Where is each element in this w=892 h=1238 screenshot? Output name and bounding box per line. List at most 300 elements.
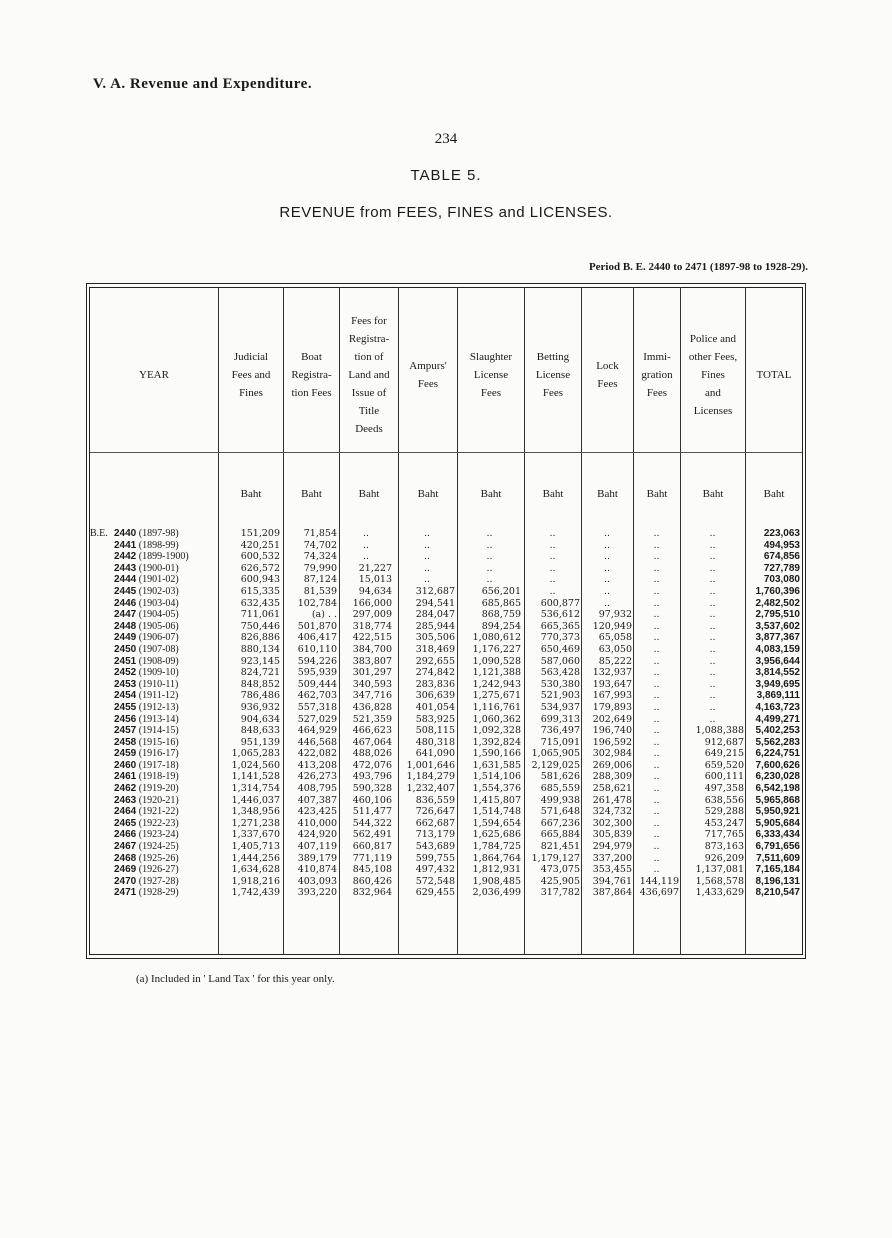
betting-cell: 534,937 bbox=[540, 701, 580, 713]
judicial-cell: 1,024,560 bbox=[231, 759, 280, 771]
immigration-cell: .. bbox=[653, 551, 660, 563]
police-cell: .. bbox=[709, 667, 716, 679]
be-year: 2471 bbox=[114, 887, 137, 899]
betting-cell: .. bbox=[549, 539, 556, 551]
total-cell: 5,965,868 bbox=[755, 794, 800, 806]
ce-year: (1898-99) bbox=[136, 539, 179, 551]
ampurs-cell: 599,755 bbox=[415, 852, 455, 864]
year-cell bbox=[90, 771, 218, 783]
ce-year: (1899-1900) bbox=[136, 551, 189, 563]
immigration-cell: .. bbox=[653, 852, 660, 864]
slaughter-cell: 685,865 bbox=[481, 597, 521, 609]
judicial-cell: 848,852 bbox=[240, 678, 280, 690]
ampurs-cell: .. bbox=[423, 528, 431, 539]
header-boat: Boat Registra- tion Fees bbox=[291, 351, 332, 399]
total-cell: 6,224,751 bbox=[755, 748, 800, 760]
slaughter-cell: 1,554,376 bbox=[472, 783, 521, 795]
land-cell: 301,297 bbox=[352, 667, 392, 679]
be-year: 2469 bbox=[114, 864, 137, 876]
land-cell: 590,328 bbox=[352, 783, 392, 795]
judicial-cell: 626,572 bbox=[240, 562, 280, 574]
total-cell: 494,953 bbox=[763, 539, 800, 551]
lock-cell: 63,050 bbox=[598, 643, 632, 655]
betting-cell: 821,451 bbox=[540, 841, 580, 853]
lock-cell: 353,455 bbox=[592, 864, 632, 876]
slaughter-cell: .. bbox=[486, 562, 493, 574]
total-cell: 5,562,283 bbox=[755, 736, 800, 748]
ce-year: (1908-09) bbox=[136, 655, 179, 667]
footnote: (a) Included in ' Land Tax ' for this year only. bbox=[136, 973, 335, 985]
police-cell: .. bbox=[709, 713, 716, 725]
immigration-cell: .. bbox=[653, 806, 660, 818]
lock-cell: 179,893 bbox=[592, 701, 632, 713]
header-year: YEAR bbox=[139, 369, 169, 381]
immigration-cell: .. bbox=[653, 539, 660, 551]
lock-cell: 305,839 bbox=[592, 829, 632, 841]
year-cell bbox=[90, 667, 218, 679]
land-cell: .. bbox=[362, 528, 370, 539]
lock-cell: 337,200 bbox=[592, 852, 632, 864]
be-year: 2449 bbox=[114, 632, 137, 644]
police-cell: .. bbox=[709, 585, 716, 597]
year-cell bbox=[90, 795, 218, 807]
ce-year: (1901-02) bbox=[136, 574, 179, 586]
police-cell: 638,556 bbox=[704, 794, 744, 806]
immigration-cell: .. bbox=[653, 736, 660, 748]
police-cell: .. bbox=[709, 701, 716, 713]
police-cell: .. bbox=[709, 528, 716, 539]
judicial-cell: 951,139 bbox=[240, 736, 280, 748]
table-subtitle: REVENUE from FEES, FINES and LICENSES. bbox=[279, 204, 613, 221]
judicial-cell: 1,405,713 bbox=[231, 841, 280, 853]
lock-cell: 193,647 bbox=[592, 678, 632, 690]
boat-cell: 413,208 bbox=[297, 759, 337, 771]
lock-cell: .. bbox=[603, 585, 611, 597]
be-year: 2451 bbox=[114, 655, 137, 667]
betting-cell: 600,877 bbox=[540, 597, 580, 609]
police-cell: 529,288 bbox=[704, 806, 744, 818]
year-cell bbox=[90, 528, 218, 540]
betting-cell: .. bbox=[549, 585, 556, 597]
lock-cell: 324,732 bbox=[592, 806, 632, 818]
land-cell: 562,491 bbox=[352, 829, 392, 841]
police-cell: 649,215 bbox=[704, 748, 744, 760]
police-cell: .. bbox=[709, 690, 716, 702]
land-cell: 467,064 bbox=[352, 736, 392, 748]
be-year: 2441 bbox=[114, 539, 137, 551]
lock-cell: 258,621 bbox=[592, 783, 632, 795]
immigration-cell: .. bbox=[653, 667, 660, 679]
ampurs-cell: 543,689 bbox=[415, 841, 455, 853]
betting-column bbox=[525, 528, 580, 899]
slaughter-cell: 1,594,654 bbox=[472, 817, 521, 829]
land-cell: 493,796 bbox=[352, 771, 392, 783]
immigration-cell: .. bbox=[653, 562, 660, 574]
immigration-cell: .. bbox=[653, 771, 660, 783]
be-year: 2460 bbox=[114, 759, 137, 771]
year-cell bbox=[90, 574, 218, 586]
land-column bbox=[340, 528, 392, 899]
slaughter-cell: 1,092,328 bbox=[472, 725, 521, 737]
header-police: Police and other Fees, Fines and Licenses bbox=[688, 333, 738, 417]
land-cell: 472,076 bbox=[352, 759, 392, 771]
ce-year: (1915-16) bbox=[136, 736, 179, 748]
lock-cell: 167,993 bbox=[592, 690, 632, 702]
boat-cell: 81,539 bbox=[303, 585, 337, 597]
judicial-cell: 1,918,216 bbox=[231, 875, 280, 887]
header-lock: Lock Fees bbox=[596, 360, 619, 390]
total-cell: 6,230,028 bbox=[755, 771, 800, 783]
boat-cell: 410,000 bbox=[297, 817, 337, 829]
year-cell bbox=[90, 656, 218, 668]
unit-label: Baht bbox=[542, 488, 564, 500]
unit-label: Baht bbox=[240, 488, 262, 500]
betting-cell: 715,091 bbox=[540, 736, 580, 748]
land-cell: 318,774 bbox=[352, 620, 392, 632]
immigration-cell: .. bbox=[653, 829, 660, 841]
immigration-cell: 436,697 bbox=[639, 887, 679, 899]
boat-cell: 87,124 bbox=[303, 574, 337, 586]
boat-cell: 462,703 bbox=[297, 690, 337, 702]
year-cell bbox=[90, 864, 218, 876]
boat-cell: 74,702 bbox=[303, 539, 337, 551]
unit-label: Baht bbox=[702, 488, 724, 500]
judicial-cell: 1,065,283 bbox=[231, 748, 280, 760]
immigration-cell: .. bbox=[653, 748, 660, 760]
total-cell: 223,063 bbox=[763, 528, 800, 539]
betting-cell: 736,497 bbox=[540, 725, 580, 737]
total-cell: 7,600,626 bbox=[755, 759, 800, 771]
be-year: 2467 bbox=[114, 841, 137, 853]
year-cell bbox=[90, 806, 218, 818]
ce-year: (1927-28) bbox=[136, 875, 179, 887]
be-year: 2447 bbox=[114, 609, 137, 621]
be-year: 2440 bbox=[114, 528, 137, 539]
be-year: 2464 bbox=[114, 806, 137, 818]
betting-cell: 317,782 bbox=[540, 887, 580, 899]
slaughter-cell: 894,254 bbox=[481, 620, 521, 632]
lock-column bbox=[582, 528, 632, 899]
land-cell: 488,026 bbox=[352, 748, 392, 760]
ce-year: (1917-18) bbox=[136, 759, 179, 771]
ce-year: (1925-26) bbox=[136, 852, 179, 864]
ampurs-cell: 713,179 bbox=[415, 829, 455, 841]
total-cell: 3,877,367 bbox=[755, 632, 800, 644]
police-cell: 1,568,578 bbox=[695, 875, 744, 887]
immigration-cell: .. bbox=[653, 597, 660, 609]
betting-cell: 499,938 bbox=[540, 794, 580, 806]
lock-cell: 288,309 bbox=[592, 771, 632, 783]
lock-cell: 85,222 bbox=[598, 655, 632, 667]
total-cell: 4,163,723 bbox=[755, 701, 800, 713]
betting-cell: 1,065,905 bbox=[531, 748, 580, 760]
betting-cell: 699,313 bbox=[540, 713, 580, 725]
total-cell: 2,482,502 bbox=[755, 597, 800, 609]
betting-cell: 1,179,127 bbox=[531, 852, 580, 864]
lock-cell: 269,006 bbox=[592, 759, 632, 771]
ce-year: (1922-23) bbox=[136, 817, 179, 829]
year-cell bbox=[90, 632, 218, 644]
slaughter-cell: 1,415,807 bbox=[472, 794, 521, 806]
total-cell: 4,499,271 bbox=[755, 713, 800, 725]
police-cell: 453,247 bbox=[704, 817, 744, 829]
land-cell: 15,013 bbox=[358, 574, 392, 586]
land-cell: .. bbox=[362, 551, 370, 563]
slaughter-cell: 1,275,671 bbox=[472, 690, 521, 702]
land-cell: 21,227 bbox=[358, 562, 392, 574]
year-cell bbox=[90, 621, 218, 633]
be-year: 2454 bbox=[114, 690, 137, 702]
total-cell: 5,402,253 bbox=[755, 725, 800, 737]
judicial-cell: 1,271,238 bbox=[231, 817, 280, 829]
police-cell: 1,088,388 bbox=[695, 725, 744, 737]
judicial-cell: 632,435 bbox=[240, 597, 280, 609]
judicial-cell: 1,314,754 bbox=[231, 783, 280, 795]
be-year: 2450 bbox=[114, 643, 137, 655]
land-cell: .. bbox=[362, 539, 370, 551]
judicial-cell: 750,446 bbox=[240, 620, 280, 632]
immigration-cell: .. bbox=[653, 794, 660, 806]
land-cell: 460,106 bbox=[352, 794, 392, 806]
header-land: Fees for Registra- tion of Land and Issue of Title Deeds bbox=[348, 315, 390, 435]
land-cell: 422,515 bbox=[352, 632, 392, 644]
year-cell bbox=[90, 737, 218, 749]
police-cell: .. bbox=[709, 562, 716, 574]
land-cell: 466,623 bbox=[352, 725, 392, 737]
year-cell bbox=[90, 760, 218, 772]
lock-cell: 65,058 bbox=[598, 632, 632, 644]
boat-cell: 74,324 bbox=[303, 551, 337, 563]
police-column bbox=[681, 528, 744, 899]
ce-year: (1903-04) bbox=[136, 597, 179, 609]
boat-cell: 403,093 bbox=[297, 875, 337, 887]
boat-cell: 410,874 bbox=[297, 864, 337, 876]
slaughter-column bbox=[458, 528, 521, 899]
total-cell: 8,196,131 bbox=[755, 875, 800, 887]
lock-cell: .. bbox=[603, 597, 611, 609]
year-cell bbox=[90, 586, 218, 598]
year-cell bbox=[90, 818, 218, 830]
be-year: 2465 bbox=[114, 817, 137, 829]
boat-cell: 557,318 bbox=[297, 701, 337, 713]
ampurs-cell: 1,232,407 bbox=[406, 783, 455, 795]
immigration-cell: .. bbox=[653, 528, 660, 539]
be-year: 2453 bbox=[114, 678, 137, 690]
year-cell bbox=[90, 841, 218, 853]
total-cell: 3,956,644 bbox=[755, 655, 800, 667]
boat-cell: 422,082 bbox=[297, 748, 337, 760]
judicial-cell: 848,633 bbox=[240, 725, 280, 737]
police-cell: .. bbox=[709, 539, 716, 551]
year-cell bbox=[90, 853, 218, 865]
boat-cell: 407,387 bbox=[297, 794, 337, 806]
immigration-column bbox=[634, 528, 679, 899]
header-total: TOTAL bbox=[756, 369, 792, 381]
boat-cell: 527,029 bbox=[297, 713, 337, 725]
be-year: 2463 bbox=[114, 794, 137, 806]
boat-column bbox=[284, 528, 337, 899]
unit-label: Baht bbox=[597, 488, 618, 500]
land-cell: 166,000 bbox=[352, 597, 392, 609]
slaughter-cell: 868,759 bbox=[481, 609, 521, 621]
judicial-column bbox=[219, 528, 280, 899]
lock-cell: .. bbox=[603, 539, 611, 551]
slaughter-cell: 1,090,528 bbox=[472, 655, 521, 667]
ce-year: (1919-20) bbox=[136, 783, 179, 795]
header-ampurs: Ampurs' Fees bbox=[409, 360, 447, 390]
police-cell: .. bbox=[709, 609, 716, 621]
total-cell: 3,537,602 bbox=[755, 620, 800, 632]
immigration-cell: .. bbox=[653, 725, 660, 737]
police-cell: .. bbox=[709, 574, 716, 586]
slaughter-cell: 1,392,824 bbox=[472, 736, 521, 748]
total-cell: 6,542,198 bbox=[755, 783, 800, 795]
lock-cell: 120,949 bbox=[592, 620, 632, 632]
slaughter-cell: 1,176,227 bbox=[472, 643, 521, 655]
betting-cell: 770,373 bbox=[540, 632, 580, 644]
immigration-cell: .. bbox=[653, 678, 660, 690]
lock-cell: 302,300 bbox=[592, 817, 632, 829]
period-label: Period B. E. 2440 to 2471 (1897-98 to 1928-29). bbox=[588, 261, 808, 273]
year-cell bbox=[90, 690, 218, 702]
total-cell: 3,869,111 bbox=[756, 690, 800, 702]
betting-cell: 571,648 bbox=[540, 806, 580, 818]
land-cell: 521,359 bbox=[352, 713, 392, 725]
ampurs-cell: 285,944 bbox=[415, 620, 455, 632]
police-cell: .. bbox=[709, 551, 716, 563]
immigration-cell: .. bbox=[653, 690, 660, 702]
boat-cell: 594,226 bbox=[297, 655, 337, 667]
be-year: 2445 bbox=[114, 585, 137, 597]
immigration-cell: .. bbox=[653, 841, 660, 853]
be-year: 2468 bbox=[114, 852, 137, 864]
year-cell bbox=[90, 598, 218, 610]
judicial-cell: 711,061 bbox=[240, 609, 280, 621]
ampurs-cell: 836,559 bbox=[415, 794, 455, 806]
immigration-cell: .. bbox=[653, 609, 660, 621]
police-cell: 600,111 bbox=[704, 771, 744, 783]
judicial-cell: 1,742,439 bbox=[231, 887, 280, 899]
police-cell: 1,137,081 bbox=[695, 864, 744, 876]
police-cell: 497,358 bbox=[704, 783, 744, 795]
boat-cell: 610,110 bbox=[297, 643, 337, 655]
slaughter-cell: 2,036,499 bbox=[472, 887, 521, 899]
judicial-cell: 923,145 bbox=[240, 655, 280, 667]
total-cell: 7,165,184 bbox=[755, 864, 800, 876]
be-year: 2470 bbox=[114, 875, 137, 887]
police-cell: .. bbox=[709, 620, 716, 632]
betting-cell: 473,075 bbox=[540, 864, 580, 876]
judicial-cell: 786,486 bbox=[240, 690, 280, 702]
lock-cell: 394,761 bbox=[592, 875, 632, 887]
ampurs-cell: 662,687 bbox=[415, 817, 455, 829]
judicial-cell: 615,335 bbox=[240, 585, 280, 597]
lock-cell: 97,932 bbox=[598, 609, 632, 621]
header-judicial: Judicial Fees and Fines bbox=[231, 351, 271, 399]
be-year: 2446 bbox=[114, 597, 137, 609]
land-cell: 845,108 bbox=[352, 864, 392, 876]
slaughter-cell: 1,514,106 bbox=[472, 771, 521, 783]
year-cell bbox=[90, 702, 218, 714]
lock-cell: .. bbox=[603, 528, 611, 539]
betting-cell: 536,612 bbox=[540, 609, 580, 621]
boat-cell: 389,179 bbox=[297, 852, 337, 864]
police-cell: 926,209 bbox=[704, 852, 744, 864]
ce-year: (1902-03) bbox=[136, 585, 179, 597]
slaughter-cell: 1,784,725 bbox=[472, 841, 521, 853]
ampurs-cell: 284,047 bbox=[415, 609, 455, 621]
slaughter-cell: 1,590,166 bbox=[472, 748, 521, 760]
be-year: 2458 bbox=[114, 736, 137, 748]
ampurs-cell: .. bbox=[423, 574, 431, 586]
land-cell: 384,700 bbox=[352, 643, 392, 655]
land-cell: 660,817 bbox=[352, 841, 392, 853]
ce-year: (1897-98) bbox=[136, 528, 179, 539]
judicial-cell: 904,634 bbox=[240, 713, 280, 725]
judicial-cell: 880,134 bbox=[240, 643, 280, 655]
police-cell: 659,520 bbox=[704, 759, 744, 771]
boat-cell: 424,920 bbox=[297, 829, 337, 841]
year-cell bbox=[90, 540, 218, 552]
ce-year: (1907-08) bbox=[136, 643, 179, 655]
betting-cell: 650,469 bbox=[540, 643, 580, 655]
be-year: 2466 bbox=[114, 829, 137, 841]
immigration-cell: .. bbox=[653, 620, 660, 632]
judicial-cell: 1,141,528 bbox=[231, 771, 280, 783]
police-cell: .. bbox=[709, 597, 716, 609]
slaughter-cell: 1,514,748 bbox=[472, 806, 521, 818]
police-cell: .. bbox=[709, 632, 716, 644]
year-cell bbox=[90, 725, 218, 737]
slaughter-cell: .. bbox=[486, 574, 493, 586]
ce-year: (1912-13) bbox=[136, 701, 179, 713]
header-rule bbox=[90, 452, 802, 453]
boat-cell: 393,220 bbox=[297, 887, 337, 899]
lock-cell: 294,979 bbox=[592, 841, 632, 853]
total-cell: 7,511,609 bbox=[756, 852, 800, 864]
year-cell bbox=[90, 563, 218, 575]
betting-cell: 665,365 bbox=[540, 620, 580, 632]
immigration-cell: .. bbox=[653, 585, 660, 597]
unit-label: Baht bbox=[646, 488, 668, 500]
unit-label: Baht bbox=[358, 488, 380, 500]
lock-cell: 387,864 bbox=[592, 887, 632, 899]
year-cell bbox=[90, 876, 218, 888]
header-immigration: Immi- gration Fees bbox=[641, 351, 673, 399]
land-cell: 771,119 bbox=[352, 852, 392, 864]
ce-year: (1900-01) bbox=[136, 562, 179, 574]
betting-cell: .. bbox=[549, 562, 556, 574]
boat-cell: 406,417 bbox=[297, 632, 337, 644]
year-prefix: B.E. bbox=[90, 528, 108, 539]
ce-year: (1914-15) bbox=[136, 725, 179, 737]
year-cell bbox=[90, 551, 218, 563]
judicial-cell: 1,446,037 bbox=[231, 794, 280, 806]
land-cell: 832,964 bbox=[352, 887, 392, 899]
ampurs-cell: 292,655 bbox=[415, 655, 455, 667]
ce-year: (1924-25) bbox=[136, 841, 179, 853]
year-cell bbox=[90, 887, 218, 899]
immigration-cell: .. bbox=[653, 632, 660, 644]
immigration-cell: .. bbox=[653, 759, 660, 771]
betting-cell: 685,559 bbox=[540, 783, 580, 795]
police-cell: 873,163 bbox=[704, 841, 744, 853]
police-cell: 717,765 bbox=[704, 829, 744, 841]
betting-cell: 425,905 bbox=[540, 875, 580, 887]
be-year: 2452 bbox=[114, 667, 137, 679]
slaughter-cell: .. bbox=[486, 551, 493, 563]
immigration-cell: .. bbox=[653, 701, 660, 713]
